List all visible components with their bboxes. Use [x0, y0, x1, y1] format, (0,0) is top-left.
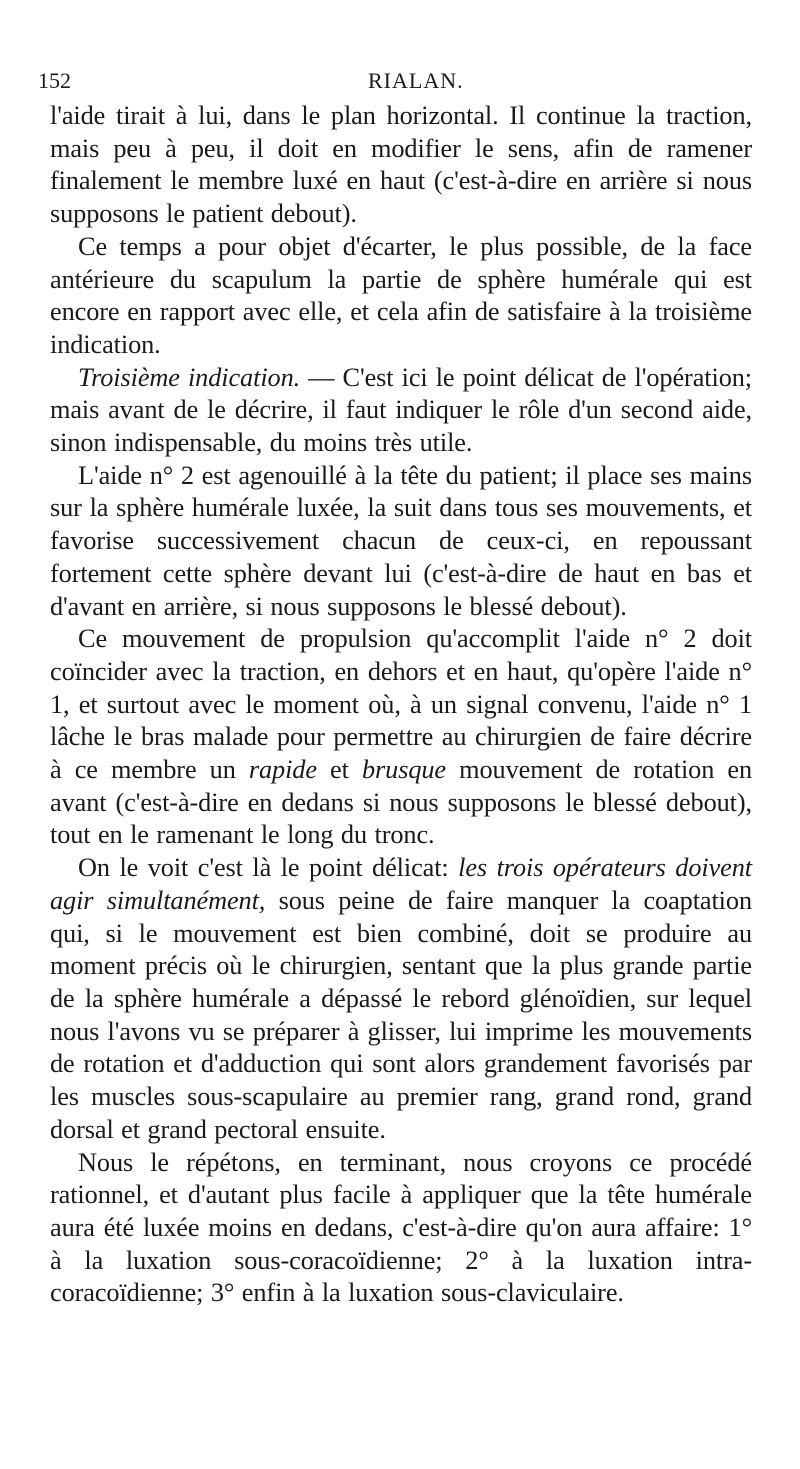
paragraph — [50, 1147, 752, 1311]
text-segment: et — [316, 755, 362, 785]
paragraph — [50, 362, 752, 460]
text-segment: Ce temps a pour objet d'écarter, le plus possible, de la face antérieure du scapulum la partie de sphère humérale qui est encore en rapport avec elle, et cela afin de satisfaire à la troisième indication. — [50, 231, 752, 359]
paragraph — [50, 852, 752, 1146]
text-segment: L'aide n° 2 est agenouillé à la tête du patient; il place ses mains sur la sphère humérale luxée, la suit dans tous ses mouvements, et favorise successivement chacun de ceux-ci, en repoussant fortement cette sphère devant lui (c'est-à-dire de haut en bas et d'avant en arrière, si nous supposons le blessé debout). — [50, 460, 752, 621]
paragraph — [50, 460, 752, 624]
running-head — [38, 68, 762, 98]
paragraph — [50, 231, 752, 362]
body-text — [50, 100, 752, 1310]
paragraph — [50, 100, 752, 231]
running-title: RIALAN. — [368, 68, 464, 93]
italic-emphasis: les trois opérateurs doivent agir simultanément, — [50, 853, 753, 915]
text-segment: Ce mouvement de propulsion qu'accomplit l'aide n° 2 doit coïncider avec la traction, en dehors et en haut, qu'opère l'aide n° 1, et surtout avec le moment où, à un signal convenu, l'aide n° 1 lâche le bras malade pour permettre au chirurgien de faire décrire à ce membre un — [50, 624, 752, 785]
text-segment: — C'est ici le point délicat de l'opération; mais avant de le décrire, il faut indiquer le rôle d'un second aide, sinon indispensable, du moins très utile. — [50, 362, 752, 458]
page-number: 152 — [38, 68, 71, 93]
text-segment: sous peine de faire manquer la coaptation qui, si le mouvement est bien combiné, doit se produire au moment précis où le chirurgien, sentant que la plus grande partie de la sphère humérale a dépassé le rebord glénoïdien, sur lequel nous l'avons vu se préparer à glisser, lui imprime les mouvements de rotation et d'adduction qui sont alors grandement favorisés par les muscles sous-scapulaire au premier rang, grand rond, grand dorsal et grand pectoral ensuite. — [50, 885, 752, 1144]
italic-emphasis: rapide — [248, 755, 317, 785]
paragraph — [50, 623, 752, 852]
section-heading-italic: Troisième indication. — [78, 362, 301, 392]
text-segment: Nous le répétons, en terminant, nous croyons ce procédé rationnel, et d'autant plus facile à appliquer que la tête humérale aura été luxée moins en dedans, c'est-à-dire qu'on aura affaire: 1° à la luxation sous-coracoïdienne; 2° à la luxation intra-coracoïdienne; 3° enfin à la luxation sous-claviculaire. — [50, 1147, 752, 1308]
text-segment: l'aide tirait à lui, dans le plan horizontal. Il continue la traction, mais peu à peu, il doit en modifier le sens, afin de ramener finalement le membre luxé en haut (c'est-à-dire en arrière si nous supposons le patient debout). — [50, 101, 752, 229]
text-segment: On le voit c'est là le point délicat: — [78, 853, 459, 883]
text-segment: mouvement de rotation en avant (c'est-à-dire en dedans si nous supposons le blessé debout), tout en le ramenant le long du tronc. — [50, 755, 752, 850]
italic-emphasis: brusque — [361, 755, 447, 785]
